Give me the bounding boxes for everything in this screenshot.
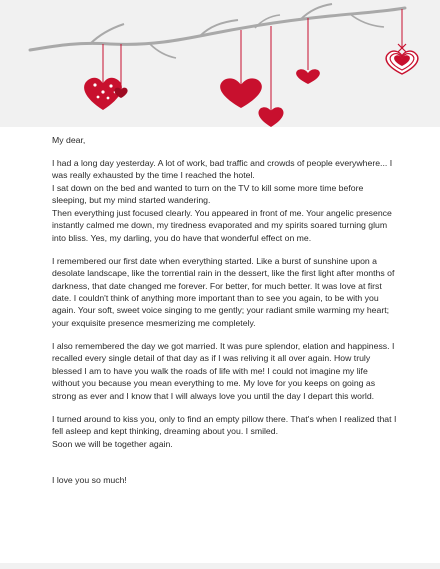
header-decoration: [0, 0, 440, 127]
paragraph-2: [52, 255, 397, 330]
paragraph-line: I remembered our first date when everything started. Like a burst of sunshine upon a desolate landscape, like the torrential rain in the dessert, like the first light after months of darkness, that date changed me forever. For better, for much better. It was love at first date. I couldn't think of anything more important than to see you again, to be with you again. Your soft, sweet voice singing to me gently; your radiant smile warming my heart; your exquisite presence mesmerizing me completely.: [52, 255, 395, 328]
letter-body: [52, 134, 397, 486]
paragraph-line: Soon we will be together again.: [52, 438, 173, 449]
paragraph-1: [52, 157, 397, 244]
paragraph-3: [52, 340, 397, 402]
paragraph-line: I had a long day yesterday. A lot of work, bad traffic and crowds of people everywhere... I was really exhausted by the time I reached the hotel.: [52, 157, 393, 181]
paragraph-line: Then everything just focused clearly. You appeared in front of me. Your angelic presence instantly calmed me down, my tiredness evaporated and my spirits soared turning glum into bliss. Yes, my darling, you do have that wonderful effect on me.: [52, 207, 392, 243]
paragraph-line: I turned around to kiss you, only to find an empty pillow there. That's when I realized that I fell asleep and kept thinking, dreaming about you. I smiled.: [52, 413, 397, 437]
paragraph-line: I sat down on the bed and wanted to turn on the TV to kill some more time before sleeping, but my mind started wandering.: [52, 182, 364, 206]
paragraph-4: [52, 413, 397, 450]
footer-band: [0, 563, 440, 569]
closing: I love you so much!: [52, 474, 127, 485]
hanging-hearts-branch-icon: [0, 0, 440, 127]
salutation: My dear,: [52, 135, 86, 145]
paragraph-line: I also remembered the day we got married. It was pure splendor, elation and happiness. I recalled every single detail of that day as if I was reliving it all over again. How truly blessed I am to have you walk the roads of life with me! I could not imagine my life without you because you mean everything to me. My love for you keeps on going as strong as ever and I know that I will always love you until the day I depart this world.: [52, 340, 395, 401]
